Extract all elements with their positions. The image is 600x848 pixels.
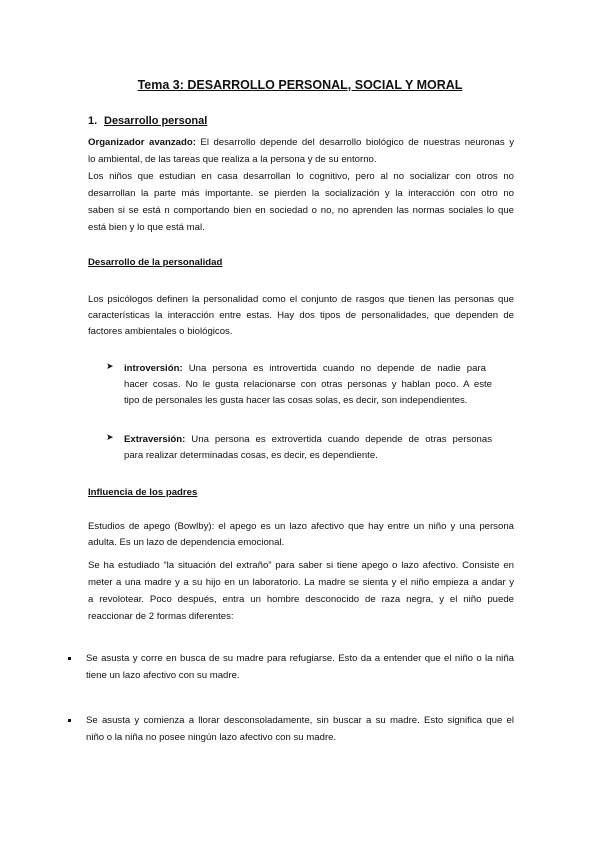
bullet-line: Se asusta y comienza a llorar desconsoladamente, sin buscar a su madre. Esto significa que el <box>86 715 514 726</box>
paragraph-line: Estudios de apego (Bowlby): el apego es un lazo afectivo que hay entre un niño y una persona <box>88 521 514 532</box>
introversion-line-1 <box>124 362 486 375</box>
square-bullet-icon <box>68 719 71 722</box>
bullet-line: niño o la niña no posee ningún lazo afectivo con su madre. <box>86 732 337 743</box>
paragraph-line: meter a una madre y a su hijo en un laboratorio. La madre se sienta y el niño empieza a andar y <box>88 577 514 588</box>
introversion-line: tipo de personales les gusta hacer las cosas solas, es decir, son independientes. <box>124 395 468 406</box>
extraversion-line-1 <box>124 433 492 446</box>
organizer-line-2: lo ambiental, de las tareas que realiza a la persona y de su entorno. <box>88 154 377 165</box>
subheading-personalidad: Desarrollo de la personalidad <box>88 257 223 268</box>
introversion-text: Una persona es introvertida cuando no depende de nadie para <box>182 363 486 374</box>
organizer-line-1 <box>88 136 514 149</box>
paragraph-line: Los niños que estudian en casa desarrollan lo cognitivo, pero al no socializar con otros no <box>88 171 514 182</box>
square-bullet-icon <box>68 657 71 660</box>
paragraph-line: Se ha estudiado “la situación del extraño” para saber si tiene apego o lazo afectivo. Consiste en <box>88 560 514 571</box>
paragraph-line: a revolotear. Poco después, entra un hombre desconocido de raza negra, y el niño puede <box>88 594 514 605</box>
section-number: 1. <box>88 115 98 127</box>
introversion-line: hacer cosas. No le gusta relacionarse con otras personas y hablan poco. A este <box>124 379 492 390</box>
paragraph-line: adulta. Es un lazo de dependencia emocional. <box>88 537 285 548</box>
paragraph-line: saben si se está n comportando bien en sociedad o no, no aprenden las normas sociales lo que <box>88 205 514 216</box>
section-title: Desarrollo personal <box>104 115 208 127</box>
extraversion-line-2: para realizar determinadas cosas, es decir, es dependiente. <box>124 450 378 461</box>
section-heading-desarrollo-personal <box>88 115 207 128</box>
arrow-bullet-icon: ➤ <box>106 361 114 371</box>
organizer-text: El desarrollo depende del desarrollo biológico de nuestras neuronas y <box>195 137 514 148</box>
introversion-label: introversión: <box>124 363 183 374</box>
bullet-line: tiene un lazo afectivo con su madre. <box>86 670 240 681</box>
paragraph-line: desarrollan la parte más importante. se pierden la socialización y la interacción con otro no <box>88 188 514 199</box>
paragraph-line: reaccionar de 2 formas diferentes: <box>88 611 234 622</box>
paragraph-line: está bien y lo que está mal. <box>88 222 205 233</box>
extraversion-label: Extraversión: <box>124 434 186 445</box>
extraversion-text: Una persona es extrovertida cuando depende de otras personas <box>185 434 492 445</box>
bullet-line: Se asusta y corre en busca de su madre para refugiarse. Esto da a entender que el niño o la niña <box>86 653 514 664</box>
paragraph-line: características la interacción entre estas. Hay dos tipos de personalidades, que dependen de <box>88 310 514 321</box>
subheading-padres: Influencia de los padres <box>88 487 198 498</box>
organizer-label: Organizador avanzado: <box>88 137 196 148</box>
paragraph-line: Los psicólogos definen la personalidad como el conjunto de rasgos que tienen las personas que <box>88 294 514 305</box>
page-title: Tema 3: DESARROLLO PERSONAL, SOCIAL Y MORAL <box>137 78 463 92</box>
arrow-bullet-icon: ➤ <box>106 432 114 442</box>
paragraph-line: factores ambientales o biológicos. <box>88 326 233 337</box>
